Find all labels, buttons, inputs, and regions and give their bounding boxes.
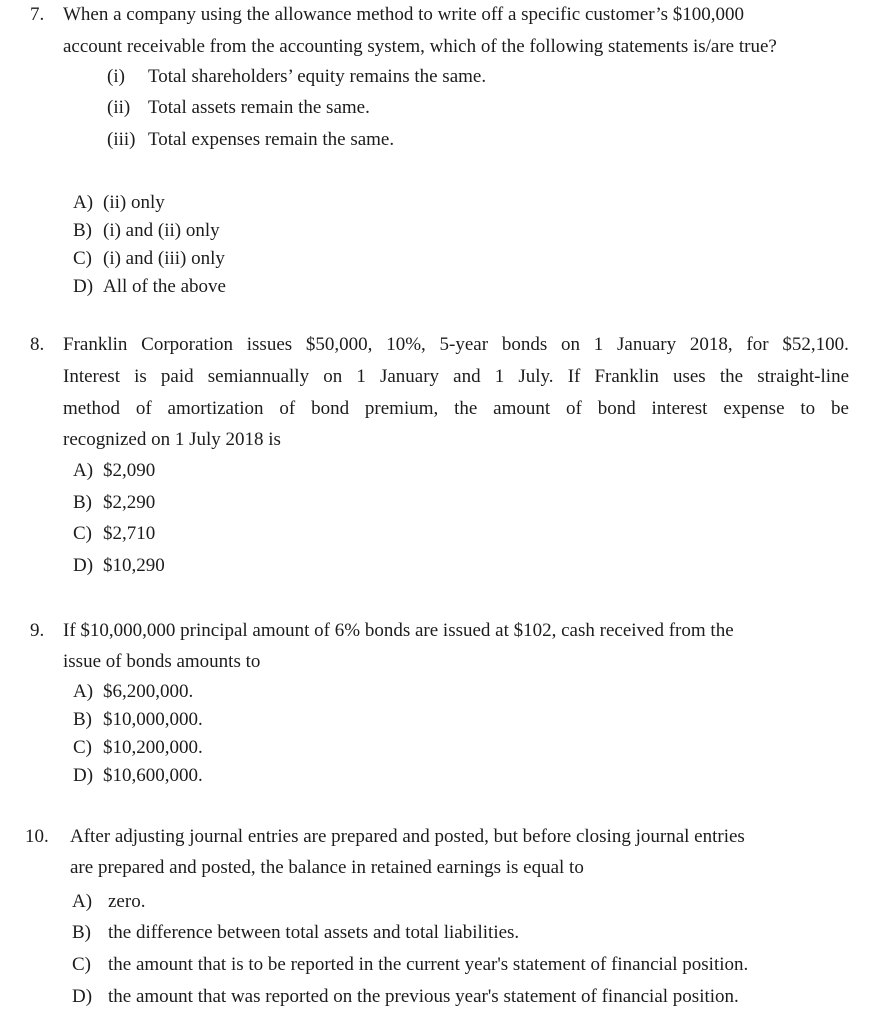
option-label: B) (72, 922, 91, 943)
option-text: $10,000,000. (103, 709, 203, 730)
option-text: the difference between total assets and total liabilities. (108, 922, 520, 943)
option-label: A) (73, 192, 94, 213)
word: bond (597, 398, 636, 419)
option-text: $10,200,000. (103, 737, 203, 758)
question-text-line: account receivable from the accounting system, which of the following statements is/are true? (63, 36, 777, 57)
option-text: $10,290 (103, 555, 165, 576)
word: uses (672, 366, 706, 387)
word: amortization (167, 398, 264, 419)
question-text-line (63, 367, 849, 386)
question-number: 7. (30, 4, 45, 25)
statement-text: Total expenses remain the same. (148, 129, 395, 150)
word: Interest (63, 366, 120, 387)
statement-label: (iii) (107, 129, 136, 150)
word: January (379, 366, 440, 387)
word: 1 (593, 334, 604, 355)
question-text-line: When a company using the allowance method to write off a specific customer’s $100,000 (63, 4, 744, 25)
option-label: C) (73, 737, 92, 758)
option-text: $2,710 (103, 523, 156, 544)
word: 5-year (439, 334, 489, 355)
word: the (454, 398, 478, 419)
question-text-line: are prepared and posted, the balance in retained earnings is equal to (70, 857, 584, 878)
question-text-line: After adjusting journal entries are prepared and posted, but before closing journal entries (70, 826, 745, 847)
word: Corporation (141, 334, 233, 355)
option-text: (i) and (iii) only (103, 248, 225, 269)
word: interest (651, 398, 708, 419)
option-text: $10,600,000. (103, 765, 203, 786)
option-label: A) (73, 460, 94, 481)
option-text: $2,290 (103, 492, 156, 513)
word: 1 (356, 366, 366, 387)
question-text-line: If $10,000,000 principal amount of 6% bonds are issued at $102, cash received from the (63, 620, 734, 641)
word: If (567, 366, 581, 387)
option-label: A) (73, 681, 94, 702)
word: of (279, 398, 296, 419)
option-text: $6,200,000. (103, 681, 194, 702)
word: 2018, (689, 334, 733, 355)
word: on (561, 334, 580, 355)
option-label: C) (73, 523, 92, 544)
word: January (617, 334, 677, 355)
option-text: the amount that was reported on the previous year's statement of financial position. (108, 986, 739, 1007)
option-label: C) (73, 248, 92, 269)
statement-text: Total shareholders’ equity remains the same. (148, 66, 487, 87)
word: for (746, 334, 769, 355)
word: July. (518, 366, 554, 387)
option-label: C) (72, 954, 91, 975)
word: $52,100. (782, 334, 849, 355)
word: of (566, 398, 582, 419)
option-text: (ii) only (103, 192, 165, 213)
word: semiannually (207, 366, 310, 387)
word: $50,000, (305, 334, 373, 355)
option-label: A) (72, 891, 93, 912)
statement-label: (i) (107, 66, 125, 87)
word: and (453, 366, 481, 387)
option-text: $2,090 (103, 460, 156, 481)
option-label: B) (73, 220, 92, 241)
word: 10%, (386, 334, 426, 355)
question-text-line: recognized on 1 July 2018 is (63, 429, 281, 450)
option-label: B) (73, 709, 92, 730)
option-text: (i) and (ii) only (103, 220, 220, 241)
word: straight-line (757, 366, 849, 387)
word: paid (160, 366, 194, 387)
question-number: 10. (25, 826, 49, 847)
option-text: All of the above (103, 276, 226, 297)
word: expense (723, 398, 785, 419)
option-label: D) (73, 765, 94, 786)
word: issues (246, 334, 293, 355)
question-number: 9. (30, 620, 45, 641)
word: Franklin (63, 334, 128, 355)
option-text: the amount that is to be reported in the current year's statement of financial position. (108, 954, 749, 975)
option-label: D) (73, 276, 94, 297)
word: of (135, 398, 152, 419)
word: bond (311, 398, 350, 419)
question-text-line: issue of bonds amounts to (63, 651, 261, 672)
word: premium, (364, 398, 439, 419)
statement-text: Total assets remain the same. (148, 97, 370, 118)
option-label: B) (73, 492, 92, 513)
word: Franklin (594, 366, 659, 387)
question-number: 8. (30, 334, 45, 355)
word: be (830, 398, 849, 419)
word: to (800, 398, 816, 419)
option-label: D) (73, 555, 94, 576)
word: amount (493, 398, 551, 419)
word: 1 (494, 366, 505, 387)
option-label: D) (72, 986, 93, 1007)
question-text-line (63, 399, 849, 418)
word: bonds (501, 334, 548, 355)
option-text: zero. (108, 891, 146, 912)
word: is (134, 366, 147, 387)
word: on (323, 366, 343, 387)
statement-label: (ii) (107, 97, 131, 118)
word: the (719, 366, 744, 387)
question-text-line (63, 335, 849, 354)
word: method (63, 398, 120, 419)
